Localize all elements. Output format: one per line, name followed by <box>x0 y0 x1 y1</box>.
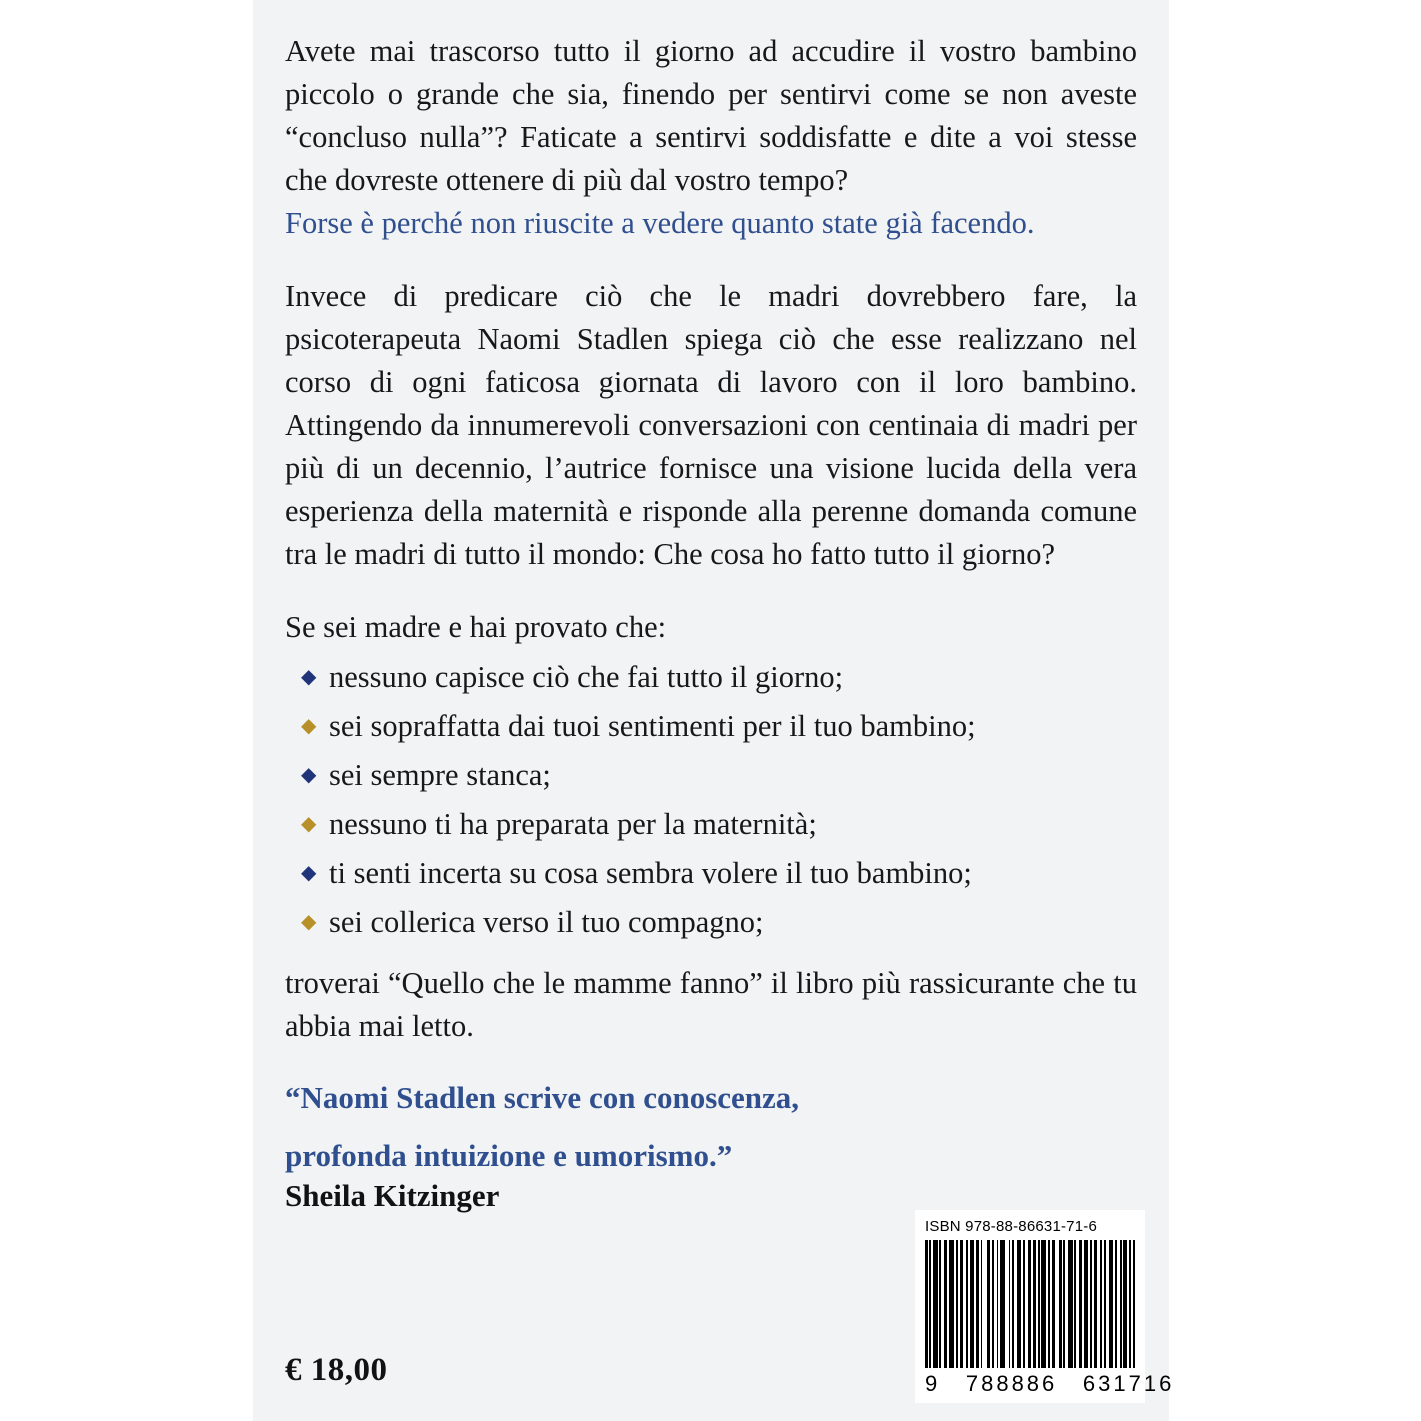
list-item-label: nessuno capisce ciò che fai tutto il giorno; <box>329 660 844 694</box>
endorsement-author: Sheila Kitzinger <box>285 1178 500 1213</box>
barcode-block <box>915 1210 1175 1403</box>
list-intro: Se sei madre e hai provato che: <box>285 610 667 644</box>
list-item <box>299 855 1137 891</box>
diamond-bullet-icon: ◆ <box>301 715 317 737</box>
list-item-label: sei sopraffatta dai tuoi sentimenti per il tuo bambino; <box>329 709 976 743</box>
diamond-bullet-icon: ◆ <box>301 764 317 786</box>
diamond-bullet-icon: ◆ <box>301 813 317 835</box>
back-cover <box>253 0 1175 1421</box>
list-item <box>299 904 1137 940</box>
endorsement-quote-line1: “Naomi Stadlen scrive con conoscenza, <box>285 1080 800 1115</box>
price-label: € 18,00 <box>285 1352 388 1388</box>
list-item-label: sei collerica verso il tuo compagno; <box>329 905 764 939</box>
barcode-digits: 9 788886 631716 <box>925 1371 1175 1396</box>
isbn-label: ISBN 978-88-86631-71-6 <box>925 1218 1098 1235</box>
experience-list <box>285 659 1137 940</box>
intro-paragraph-text: Avete mai trascorso tutto il giorno ad accudire il vostro bambino piccolo o grande che sia, finendo per sentirvi come se non aveste “concluso nulla”? Faticate a sentirvi soddisfatte e dite a voi stesse che dovreste ottenere di più dal vostro tempo? <box>285 34 1137 197</box>
diamond-bullet-icon: ◆ <box>301 862 317 884</box>
list-item <box>299 659 1137 695</box>
list-item <box>299 757 1137 793</box>
description-paragraph: Invece di predicare ciò che le madri dovrebbero fare, la psicoterapeuta Naomi Stadlen spiega ciò che esse realizzano nel corso di ogni faticosa giornata di lavoro con il loro bambino. Attingendo da innumerevoli conversazioni con centinaia di madri per più di un decennio, l’autrice fornisce una visione lucida della vera esperienza della maternità e risponde alla perenne domanda comune tra le madri di tutto il mondo: Che cosa ho fatto tutto il giorno? <box>285 279 1137 571</box>
list-item-label: sei sempre stanca; <box>329 758 551 792</box>
diamond-bullet-icon: ◆ <box>301 666 317 688</box>
list-item-label: nessuno ti ha preparata per la maternità; <box>329 807 817 841</box>
closing-paragraph: troverai “Quello che le mamme fanno” il libro più rassicurante che tu abbia mai letto. <box>285 966 1137 1043</box>
list-item-label: ti senti incerta su cosa sembra volere il tuo bambino; <box>329 856 972 890</box>
diamond-bullet-icon: ◆ <box>301 911 317 933</box>
endorsement-quote-line2: profonda intuizione e umorismo.” <box>285 1138 733 1173</box>
barcode-bars-icon <box>925 1240 1135 1368</box>
intro-highlight-line: Forse è perché non riuscite a vedere quanto state già facendo. <box>285 206 1035 240</box>
intro-paragraph <box>285 30 1137 245</box>
list-item <box>299 708 1137 744</box>
list-item <box>299 806 1137 842</box>
